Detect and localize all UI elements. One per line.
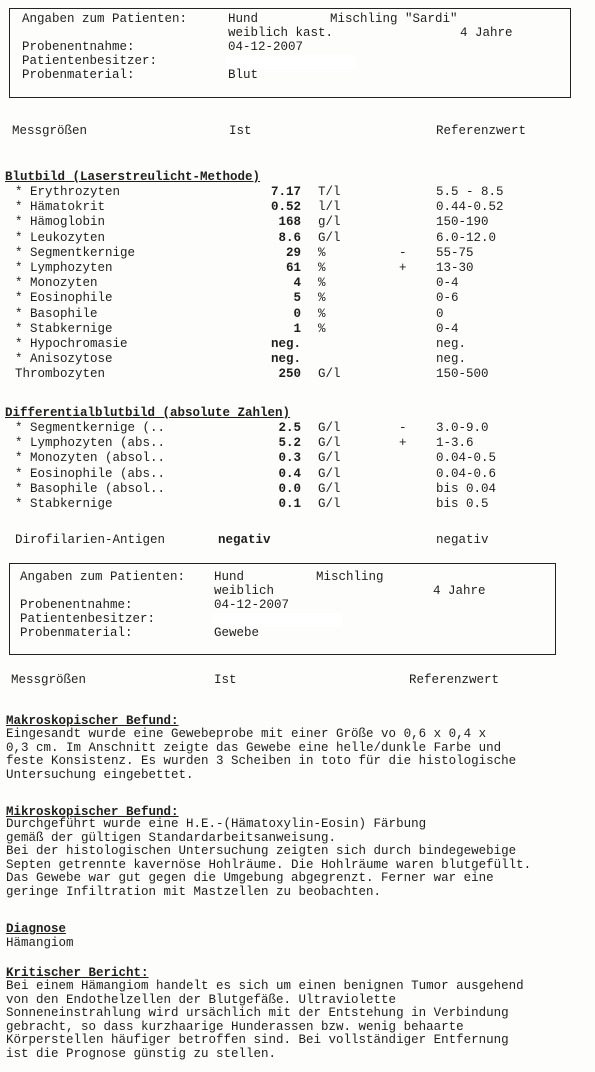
result-row (0, 246, 595, 260)
result-name: * Leukozyten (15, 230, 106, 245)
column-header-param: Messgrößen (12, 124, 88, 138)
result-flag: + (399, 261, 407, 275)
owner-label: Patientenbesitzer: (20, 612, 156, 626)
result-name: * Anisozytose (15, 352, 113, 367)
result-name: * Stabkernige (15, 321, 113, 336)
kritik-text: Bei einem Hämangiom handelt es sich um einen benignen Tumor ausgehend von den Endothelzellen der Blutgefäße. Ultraviolette Sonneneinstrahlung wird ursächlich mit der Entstehung in Verbindung gebracht, so dass kurzhaarige Hunderassen bzw. wenig behaarte Körperstellen häufiger betroffen sind. Bei vollständiger Entfernung ist die Prognose günstig zu stellen. (6, 979, 524, 1061)
result-value: neg. (270, 337, 301, 351)
owner-redacted (226, 55, 356, 69)
result-value: 168 (278, 215, 301, 230)
result-unit: g/l (318, 215, 341, 230)
result-unit: G/l (318, 230, 341, 245)
result-name: * Hämoglobin (15, 215, 106, 230)
result-unit: G/l (318, 481, 341, 496)
result-row (0, 337, 595, 351)
column-header-value: Ist (229, 124, 252, 138)
mikro-text: Durchgeführt wurde eine H.E.-(Hämatoxylin-Eosin) Färbung gemäß der gültigen Standardarbeitsanweisung. Bei der histologischen Untersuchung zeigten sich durch bindegewebige Septen getrennte kavernöse Hohlräume. Die Hohlräume waren blutgefüllt. Das Gewebe war gut gegen die Umgebung abgegrenzt. Ferner war eine geringe Infiltration mit Mastzellen zu beobachten. (6, 817, 532, 899)
result-row (0, 451, 595, 465)
result-row (0, 352, 595, 366)
result-reference: 0.04-0.5 (436, 451, 497, 466)
result-row (0, 421, 595, 435)
result-row (0, 200, 595, 214)
result-name: * Basophile (15, 306, 98, 321)
result-reference: 0-4 (436, 276, 459, 291)
result-unit: % (318, 276, 326, 291)
result-unit: G/l (318, 466, 341, 481)
result-row (0, 261, 595, 275)
result-name: * Segmentkernige (15, 245, 136, 260)
result-value: 1 (293, 321, 301, 336)
result-unit: % (318, 261, 326, 275)
material-value: Blut (228, 68, 259, 82)
result-reference: 13-30 (436, 261, 474, 275)
result-flag: - (399, 245, 407, 260)
material-value: Gewebe (214, 626, 260, 640)
result-value: neg. (270, 352, 301, 367)
result-name: * Monozyten (15, 276, 98, 291)
result-name: * Erythrozyten (15, 185, 121, 199)
result-row (0, 436, 595, 450)
result-flag: - (399, 421, 407, 435)
patient-breed: Mischling "Sardi" (330, 12, 458, 26)
result-value: 0.1 (278, 497, 301, 511)
result-row (0, 497, 595, 511)
result-reference: 0-4 (436, 321, 459, 336)
patient-info-label: Angaben zum Patienten: (20, 570, 186, 584)
dirofilarien-value: negativ (218, 533, 271, 547)
result-value: 61 (285, 261, 301, 275)
result-name: * Basophile (absol.. (15, 481, 166, 496)
result-unit: G/l (318, 436, 341, 451)
result-value: 5 (293, 291, 301, 306)
material-label: Probenmaterial: (22, 68, 135, 82)
result-row (0, 322, 595, 336)
result-unit: % (318, 321, 326, 336)
result-reference: 0.44-0.52 (436, 200, 504, 215)
result-row (0, 482, 595, 496)
result-unit: T/l (318, 185, 341, 199)
patient-sex: weiblich kast. (228, 26, 334, 40)
result-reference: neg. (436, 337, 467, 351)
result-reference: 150-190 (436, 215, 489, 230)
result-flag: + (399, 436, 407, 451)
result-value: 250 (278, 367, 301, 382)
result-value: 2.5 (278, 421, 301, 435)
result-row (0, 215, 595, 229)
sample-date-label: Probenentnahme: (20, 598, 133, 612)
result-reference: 1-3.6 (436, 436, 474, 451)
sample-date-label: Probenentnahme: (22, 40, 135, 54)
column-header-ref: Referenzwert (436, 124, 527, 138)
section-title-mikro: Mikroskopischer Befund: (6, 805, 179, 819)
result-reference: 6.0-12.0 (436, 230, 497, 245)
patient-breed: Mischling (316, 570, 384, 584)
result-row (0, 307, 595, 321)
result-value: 29 (285, 245, 301, 260)
result-name: * Monozyten (absol.. (15, 451, 166, 466)
section-title-blutbild: Blutbild (Laserstreulicht-Methode) (5, 170, 261, 184)
result-value: 0.52 (270, 200, 301, 215)
result-value: 0 (293, 306, 301, 321)
patient-species: Hund (214, 570, 245, 584)
result-row (0, 185, 595, 199)
column-header-ref: Referenzwert (409, 673, 500, 687)
result-name: * Eosinophile (15, 291, 113, 306)
section-title-diagnose: Diagnose (6, 922, 67, 936)
result-unit: G/l (318, 497, 341, 511)
result-unit: G/l (318, 367, 341, 382)
material-label: Probenmaterial: (20, 626, 133, 640)
section-title-diffblutbild: Differentialblutbild (absolute Zahlen) (5, 406, 291, 420)
result-unit: % (318, 306, 326, 321)
owner-label: Patientenbesitzer: (22, 54, 158, 68)
result-name: Thrombozyten (15, 367, 106, 382)
makro-text: Eingesandt wurde eine Gewebeprobe mit einer Größe vo 0,6 x 0,4 x 0,3 cm. Im Anschnitt zeigte das Gewebe eine helle/dunkle Farbe und feste Konsistenz. Es wurden 3 Scheiben in toto für die histologische Untersuchung eingebettet. (6, 727, 517, 782)
result-value: 0.0 (278, 481, 301, 496)
result-row (0, 467, 595, 481)
result-unit: G/l (318, 451, 341, 466)
result-reference: 150-500 (436, 367, 489, 382)
patient-sex: weiblich (214, 584, 275, 598)
sample-date: 04-12-2007 (214, 598, 290, 612)
result-name: * Lymphozyten (abs.. (15, 436, 166, 451)
result-reference: 0-6 (436, 291, 459, 306)
sample-date: 04-12-2007 (228, 40, 304, 54)
dirofilarien-ref: negativ (436, 533, 489, 547)
patient-age: 4 Jahre (460, 26, 513, 40)
result-reference: 5.5 - 8.5 (436, 185, 504, 199)
result-value: 0.4 (278, 466, 301, 481)
result-reference: bis 0.5 (436, 497, 489, 511)
result-name: * Stabkernige (15, 497, 113, 511)
result-value: 8.6 (278, 230, 301, 245)
result-name: * Lymphozyten (15, 261, 113, 275)
result-row (0, 367, 595, 381)
result-value: 4 (293, 276, 301, 291)
section-title-makro: Makroskopischer Befund: (6, 714, 179, 728)
result-unit: G/l (318, 421, 341, 435)
result-reference: 0 (436, 306, 444, 321)
result-reference: 3.0-9.0 (436, 421, 489, 435)
patient-age: 4 Jahre (433, 584, 486, 598)
column-header-value: Ist (214, 673, 237, 687)
result-reference: bis 0.04 (436, 481, 497, 496)
result-value: 0.3 (278, 451, 301, 466)
result-row (0, 291, 595, 305)
result-name: * Hypochromasie (15, 337, 128, 351)
result-unit: % (318, 245, 326, 260)
result-unit: % (318, 291, 326, 306)
result-value: 5.2 (278, 436, 301, 451)
patient-species: Hund (228, 12, 259, 26)
result-name: * Hämatokrit (15, 200, 106, 215)
column-header-param: Messgrößen (11, 673, 87, 687)
result-name: * Eosinophile (abs.. (15, 466, 166, 481)
result-unit: l/l (318, 200, 341, 215)
result-reference: 0.04-0.6 (436, 466, 497, 481)
section-title-kritik: Kritischer Bericht: (6, 966, 149, 980)
patient-info-label: Angaben zum Patienten: (22, 12, 188, 26)
result-row (0, 231, 595, 245)
result-reference: neg. (436, 352, 467, 367)
result-row (0, 276, 595, 290)
result-name: * Segmentkernige (.. (15, 421, 166, 435)
result-value: 7.17 (270, 185, 301, 199)
owner-redacted (212, 613, 342, 627)
dirofilarien-name: Dirofilarien-Antigen (15, 533, 166, 547)
diagnose-text: Hämangiom (6, 936, 74, 950)
result-reference: 55-75 (436, 245, 474, 260)
